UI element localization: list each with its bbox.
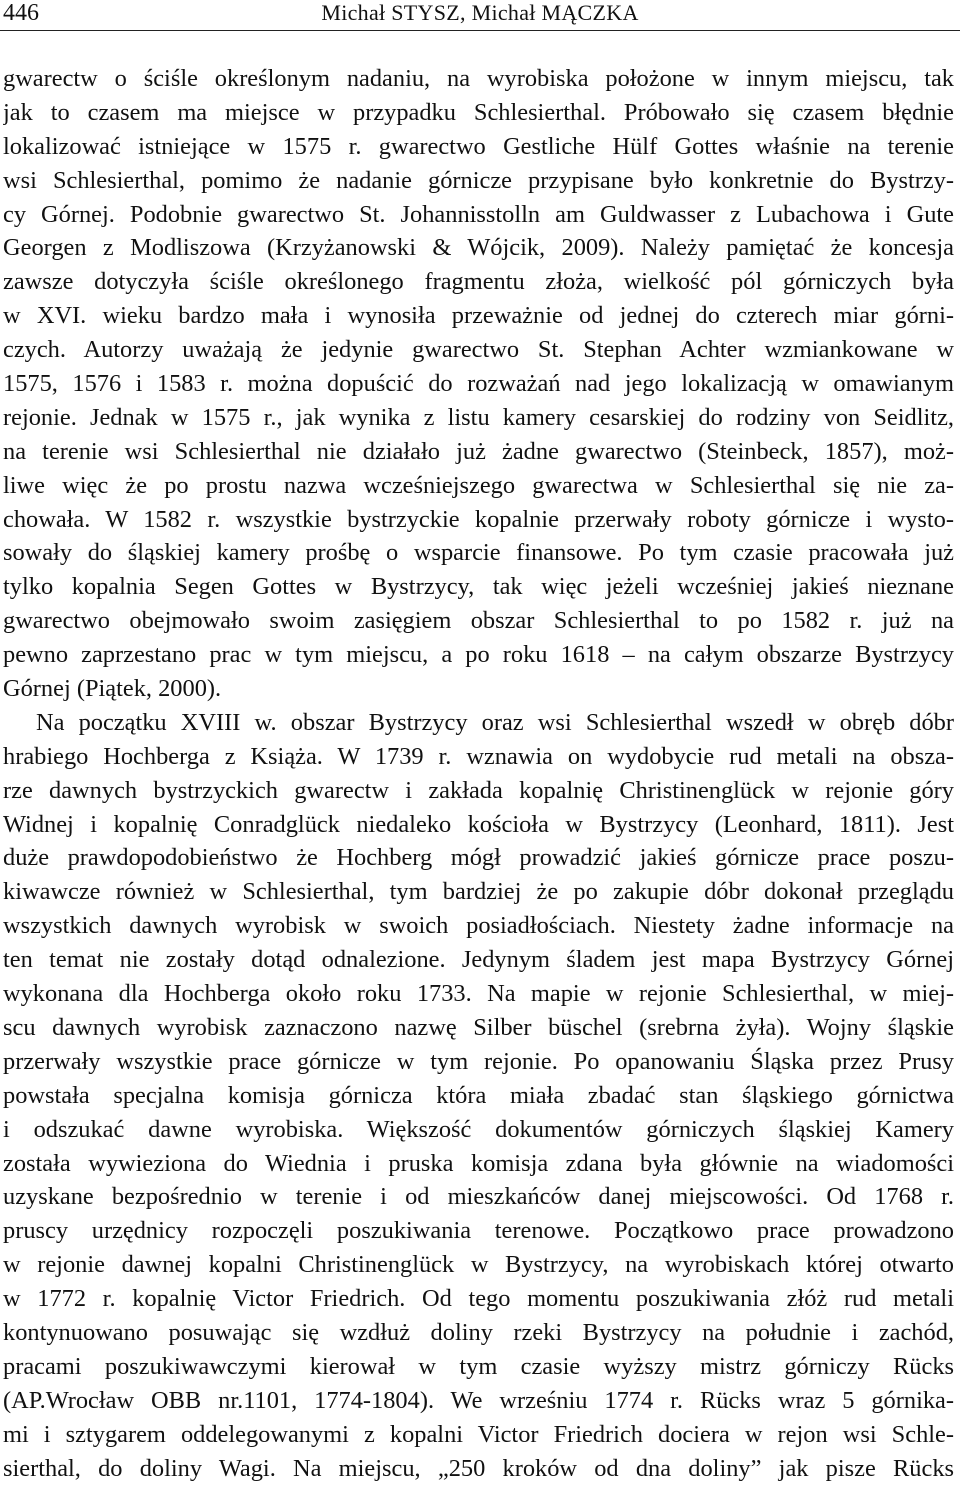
text-line: chowała. W 1582 r. wszystkie bystrzyckie kopalnie przerwały roboty górnicze i wysto- [3, 505, 954, 533]
text-line: na terenie wsi Schlesierthal nie działało już żadne gwarectwo (Steinbeck, 1857), moż- [3, 437, 954, 465]
text-line: (AP.Wrocław OBB nr.1101, 1774-1804). We wrześniu 1774 r. Rücks wraz 5 górnika- [3, 1386, 954, 1414]
text-line: i odszukać dawne wyrobiska. Większość dokumentów górniczych śląskiej Kamery [3, 1115, 954, 1143]
text-line: tylko kopalnia Segen Gottes w Bystrzycy, tak więc jeżeli wcześniej jakieś nieznane [3, 573, 954, 601]
text-line: rejonie. Jednak w 1575 r., jak wynika z listu kamery cesarskiej do rodziny von Seidlitz, [3, 403, 954, 431]
text-line: powstała specjalna komisja górnicza która miała zbadać stan śląskiego górnictwa [3, 1081, 954, 1109]
text-line: wszystkich dawnych wyrobisk w swoich posiadłościach. Niestety żadne informacje na [3, 912, 954, 940]
text-line: liwe więc że po prostu nazwa wcześniejszego gwarectwa w Schlesierthal się nie za- [3, 471, 954, 499]
text-line: pruscy urzędnicy rozpoczęli poszukiwania terenowe. Początkowo prace prowadzono [3, 1217, 954, 1245]
text-line: pracami poszukiwawczymi kierował w tym czasie wyższy mistrz górniczy Rücks [3, 1352, 954, 1380]
text-line: pewno zaprzestano prac w tym miejscu, a po roku 1618 – na całym obszarze Bystrzycy [3, 641, 954, 669]
text-line: gwarectw o ściśle określonym nadaniu, na wyrobiska położone w innym miejscu, tak [3, 65, 954, 92]
text-line: została wywieziona do Wiednia i pruska komisja zdana była głównie na wiadomości [3, 1149, 954, 1177]
page-number: 446 [3, 0, 39, 26]
text-line: przerwały wszystkie prace górnicze w tym rejonie. Po opanowaniu Śląska przez Prusy [3, 1047, 954, 1075]
text-line: jak to czasem ma miejsce w przypadku Schlesierthal. Próbowało się czasem błędnie [3, 98, 954, 126]
text-line: uzyskane bezpośrednio w terenie i od mieszkańców danej miejscowości. Od 1768 r. [3, 1183, 954, 1211]
text-line: mi i sztygarem oddelegowanymi z kopalni Victor Friedrich dociera w rejon wsi Schle- [3, 1420, 954, 1448]
text-line: Georgen z Modliszowa (Krzyżanowski & Wójcik, 2009). Należy pamiętać że koncesja [3, 234, 954, 262]
text-line: hrabiego Hochberga z Książa. W 1739 r. wznawia on wydobycie rud metali na obsza- [3, 742, 954, 770]
text-line: sierthal, do doliny Wagi. Na miejscu, „250 kroków od dna doliny” jak pisze Rücks [3, 1454, 954, 1482]
text-line: ten temat nie zostały dotąd odnalezione. Jedynym śladem jest mapa Bystrzycy Górnej [3, 946, 954, 974]
text-line: duże prawdopodobieństwo że Hochberg mógł prowadzić jakieś górnicze prace poszu- [3, 844, 954, 872]
text-line: w rejonie dawnej kopalni Christinenglück w Bystrzycy, na wyrobiskach której otwarto [3, 1251, 954, 1279]
text-line: czych. Autorzy uważają że jedynie gwarectwo St. Stephan Achter wzmiankowane w [3, 336, 954, 364]
text-line: w XVI. wieku bardzo mała i wynosiła przeważnie od jednej do czterech miar górni- [3, 302, 954, 330]
text-line: kontynuowano posuwając się wzdłuż doliny rzeki Bystrzycy na południe i zachód, [3, 1318, 954, 1346]
text-line: scu dawnych wyrobisk zaznaczono nazwę Silber büschel (srebrna żyła). Wojny śląskie [3, 1013, 954, 1041]
paragraph-end-line: Górnej (Piątek, 2000). [3, 675, 222, 703]
text-line: cy Górnej. Podobnie gwarectwo St. Johannisstolln am Guldwasser z Lubachowa i Gute [3, 200, 954, 228]
text-line: sowały do śląskiej kamery prośbę o wsparcie finansowe. Po tym czasie pracowała już [3, 539, 954, 567]
text-line: lokalizować istniejące w 1575 r. gwarectwo Gestliche Hülf Gottes właśnie na terenie [3, 132, 954, 160]
text-line: wsi Schlesierthal, pomimo że nadanie górnicze przypisane było konkretnie do Bystrzy- [3, 166, 954, 194]
running-head-authors: Michał STYSZ, Michał MĄCZKA [321, 0, 639, 25]
paragraph-start-line: Na początku XVIII w. obszar Bystrzycy oraz wsi Schlesierthal wszedł w obręb dóbr [36, 708, 954, 736]
running-header [0, 0, 960, 31]
text-line: gwarectwo obejmowało swoim zasięgiem obszar Schlesierthal to po 1582 r. już na [3, 607, 954, 635]
article-body [3, 62, 954, 1485]
text-line: w 1772 r. kopalnię Victor Friedrich. Od tego momentu poszukiwania złóż rud metali [3, 1285, 954, 1313]
text-line: kiwawcze również w Schlesierthal, tym bardziej że po zakupie dóbr dokonał przeglądu [3, 878, 954, 906]
text-line: rze dawnych bystrzyckich gwarectw i zakłada kopalnię Christinenglück w rejonie góry [3, 776, 954, 804]
text-line: 1575, 1576 i 1583 r. można dopuścić do rozważań nad jego lokalizacją w omawianym [3, 370, 954, 398]
text-line: Widnej i kopalnię Conradglück niedaleko kościoła w Bystrzycy (Leonhard, 1811). Jest [3, 810, 954, 838]
text-line: wykonana dla Hochberga około roku 1733. Na mapie w rejonie Schlesierthal, w miej- [3, 980, 954, 1008]
text-line: zawsze dotyczyła ściśle określonego fragmentu złoża, wielkość pól górniczych była [3, 268, 954, 296]
